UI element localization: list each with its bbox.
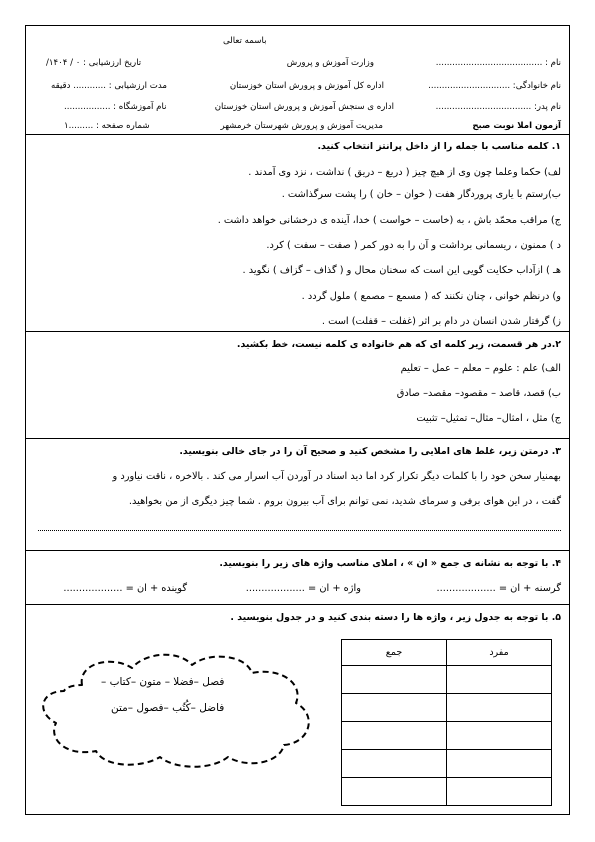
table-cell[interactable] — [447, 778, 552, 806]
q4-item: گوینده + ان = ................... — [63, 583, 187, 594]
singular-header: مفرد — [447, 640, 552, 666]
q1-item: ز) گرفتار شدن انسان در دام بر اثر (غفلت – قفلت) است . — [321, 316, 561, 327]
duration-field: مدت ارزشیابی : ............ دقیقه — [51, 81, 167, 91]
plural-header: جمع — [342, 640, 447, 666]
q3-title: ۳. درمتن زیر، غلط های املایی را مشخص کنید و صحیح آن را در جای خالی بنویسید. — [179, 446, 561, 457]
q1-item: و) درنظم خوانی ، چنان نکنند که ( مسمع – مصمع ) ملول گردد . — [301, 291, 561, 302]
q1-item: هـ ) ازآداب حکایت گویی این است که سخنان محال و ( گذاف – گزاف ) نگوید . — [242, 265, 561, 276]
table-cell[interactable] — [447, 722, 552, 750]
q1-item: د ) ممنون ، ریسمانی برداشت و آن را به دور کمر ( صفت – سفت ) کرد. — [266, 240, 561, 251]
basmala: باسمه تعالی — [223, 36, 267, 46]
family-field: نام خانوادگی: .............................. — [428, 81, 561, 91]
cloud-words-line: فاضل –کُتُب –فصول –متن — [111, 702, 225, 714]
exam-sheet — [25, 25, 570, 815]
cloud-words-line: فصل –فضلا – متون –کتاب – — [101, 676, 225, 688]
q2-item: ج) مثل ، امثال– مثال– تمثیل– تثبیت — [416, 413, 561, 424]
table-cell[interactable] — [342, 722, 447, 750]
ministry-label: وزارت آموزش و پرورش — [286, 58, 374, 68]
q2-title: ۲.در هر قسمت، زیر کلمه ای که هم خانواده ی کلمه نیست، خط بکشید. — [236, 339, 561, 350]
q1-item: ج) مراقب محمّد باش ، به (خاست – خواست ) خدا، آینده ی درخشانی خواهد داشت . — [217, 215, 561, 226]
q3-text-line: بهمنیار سخن خود را با کلمات دیگر تکرار کرد اما دید اسناد در آوردن آب اسرار می کند . بالاخره ، ناقت نیاورد و — [112, 471, 561, 482]
q5-title: ۵. با توجه به جدول زیر ، واژه ها را دسته بندی کنید و در جدول بنویسید . — [230, 612, 561, 623]
q2-item: الف) علم : علوم – معلم – عمل – تعلیم — [400, 363, 561, 374]
section-divider — [26, 134, 569, 135]
page-number-field: شماره صفحه : .........۱ — [64, 121, 150, 131]
q1-title: ۱. کلمه مناسب با جمله را از داخل پرانتز انتخاب کنید. — [317, 141, 561, 152]
district-label: مدیریت آموزش و پرورش شهرستان خرمشهر — [220, 121, 383, 131]
q3-text-line: گفت ، در این هوای برفی و سرمای شدید، نمی توانم برای آب بیرون بروم . شما چیز دیگری از من بخواهید. — [128, 496, 561, 507]
q1-item: ب)رستم با یاری پروردگار هفت ( خوان – خان ) را پشت سرگذاشت . — [281, 189, 561, 200]
father-field: نام پدر: ................................... — [435, 102, 561, 112]
q4-item: گرسنه + ان = ................... — [436, 583, 561, 594]
table-cell[interactable] — [342, 694, 447, 722]
table-cell[interactable] — [447, 666, 552, 694]
name-field: نام : ....................................... — [435, 58, 561, 68]
answer-line[interactable] — [38, 530, 561, 531]
table-cell[interactable] — [447, 750, 552, 778]
section-divider — [26, 604, 569, 605]
section-divider — [26, 331, 569, 332]
exam-title: آزمون املا نوبت صبح — [472, 121, 561, 131]
school-field: نام آموزشگاه : ................. — [64, 102, 167, 112]
classification-table — [341, 639, 552, 806]
section-divider — [26, 550, 569, 551]
q2-item: ب) قصد، قاصد – مقصود– مقصد– صادق — [396, 388, 561, 399]
q4-title: ۴. با توجه به نشانه ی جمع « ان » ، املای مناسب واژه های زیر را بنویسید. — [219, 558, 561, 569]
table-cell[interactable] — [342, 666, 447, 694]
section-divider — [26, 438, 569, 439]
table-cell[interactable] — [342, 778, 447, 806]
table-cell[interactable] — [342, 750, 447, 778]
q4-item: واژه + ان = ................... — [245, 583, 361, 594]
date-field: تاریخ ارزشیابی : ۰ / ۱۴۰۴/ — [46, 58, 142, 68]
q1-item: لف) حکما وعلما چون وی از هیچ چیز ( دریغ – دریق ) نداشت ، نزد وی آمدند . — [248, 167, 561, 178]
table-cell[interactable] — [447, 694, 552, 722]
assessment-office-label: اداره ی سنجش آموزش و پرورش استان خوزستان — [214, 102, 394, 112]
general-office-label: اداره کل آموزش و پرورش استان خوزستان — [229, 81, 384, 91]
